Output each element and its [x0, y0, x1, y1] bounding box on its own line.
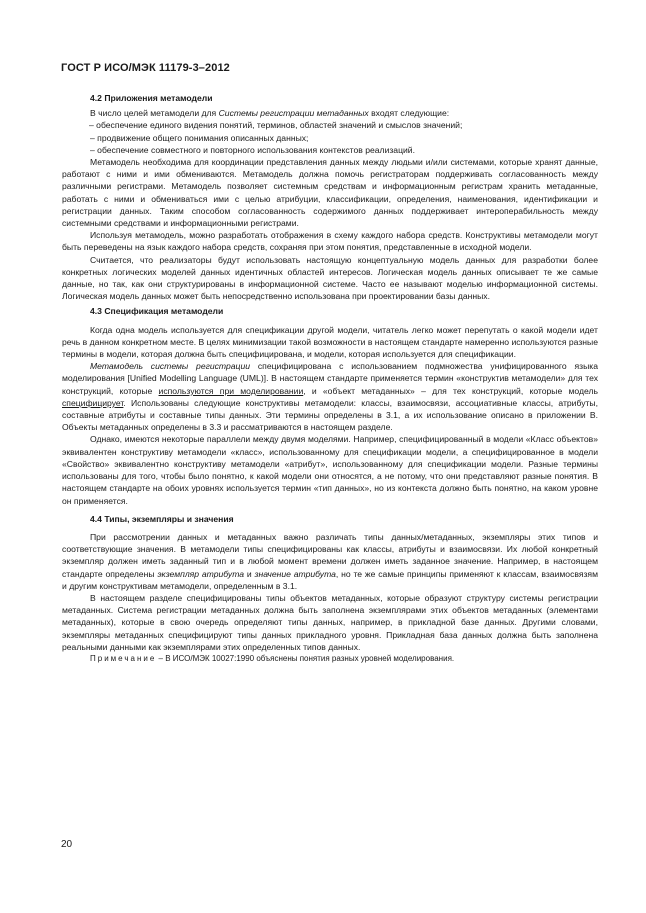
- section-4-2-heading: 4.2 Приложения метамодели: [90, 93, 213, 103]
- list-item: – продвижение общего понимания описанных данных;: [90, 132, 309, 143]
- paragraph: Однако, имеются некоторые параллели между двумя моделями. Например, специфицированный в модели «Класс объектов» эквивалентен конструктиву метамодели «класс», использованному для спецификации модели, а специфицированное в модели «Свойство» эквивалентно конструктиву метамодели «атрибут», использованному для спецификации модели. Разные термины использованы для того, чтобы было понятно, к какой модели они относятся, а не потому, что они представляют разные понятия. В настоящем стандарте на обоих уровнях используется термин «тип данных», но из контекста должно быть понятно, на каком уровне он применяется.: [62, 434, 598, 506]
- section-4-4-heading: 4.4 Типы, экземпляры и значения: [90, 513, 234, 524]
- text-run: . Использованы следующие конструктивы метамодели: классы, взаимосвязи, ассоциативные классы, атрибуты, составные атрибуты и составные типы данных. Эти термины определены в 3.1, а их использование описано в приложении В. Объекты метаданных определены в 3.3 и рассматриваются в настоящем разделе.: [62, 397, 598, 433]
- italic-term: экземпляр атрибута: [157, 568, 245, 579]
- paragraph: Когда одна модель используется для спецификации другой модели, читатель легко может перепутать о какой модели идет речь в данном конкретном месте. В целях минимизации такой возможности в настоящем стандарте намеренно используются разные термины в модели, которая должна быть специфицирована, и модели, которая используется для спецификации.: [62, 324, 598, 360]
- note-text: – В ИСО/МЭК 10027:1990 объяснены понятия разных уровней моделирования.: [156, 653, 455, 663]
- paragraph: [62, 531, 598, 592]
- paragraph: Метамодель необходима для координации представления данных между людьми и/или системами, которые хранят данные, работают с ними и ими обмениваются. Метамодель должна помочь регистраторам поддерживать согласованность между различными регистрами. Метамодель позволяет системным средствам и информационным регистрам хранить метаданные, работать с ними и обмениваться ими с целью атрибуции, классификации, определения, наименования, идентификации и регистрации данных. Таким способом согласованность содержимого данных поддерживает интероперабильность между системными средствами и информационными регистрами.: [62, 157, 598, 229]
- text-run: При рассмотрении данных и метаданных важно различать типы данных/метаданных, экземпляры этих типов и соответствующие значения. В метамодели типы специфицированы как классы, атрибуты и взаимосвязи. Их любой конкретный экземпляр должен иметь заданный тип и в любой момент времени должен иметь заданное значение. Например, в настоящем стандарте определены: [62, 531, 598, 579]
- italic-term: Системы регистрации метаданных: [218, 108, 369, 119]
- underlined-term: используются при моделировании: [158, 385, 304, 396]
- italic-term: значение атрибута: [254, 568, 336, 579]
- paragraph: [90, 107, 598, 119]
- list-item: – обеспечение единого видения понятий, терминов, областей значений и смыслов значений;: [89, 120, 463, 131]
- note-label: Примечание: [90, 653, 157, 663]
- paragraph: Считается, что реализаторы будут использовать настоящую концептуальную модель данных для разработки более конкретных логических моделей данных идентичных областей интересов. Логическая модель данных описывает те же самые данные, но так, как они структурированы в информационной системе. Часто ее называют моделью информационной системы. Логическая модель данных может быть непосредственно использована при проектировании базы данных.: [62, 254, 598, 302]
- text-run: входят следующие:: [368, 108, 450, 119]
- paragraph: [62, 360, 598, 433]
- underlined-term: специфицирует: [62, 397, 124, 408]
- paragraph: Используя метамодель, можно разработать отображения в схему каждого набора средств. Конструктивы метамодели могут быть переведены на язык каждого набора средств, сохраняя при этом понятия, представленные в исходной модели.: [62, 230, 598, 253]
- document-header: ГОСТ Р ИСО/МЭК 11179-3–2012: [61, 62, 230, 74]
- text-run: , но те же самые принципы применяют к классам, взаимосвязям и другим конструктивам метамодели, определенным в 3.1.: [62, 568, 598, 591]
- list-item: – обеспечение совместного и повторного использования контекстов реализаций.: [90, 144, 416, 155]
- paragraph: В настоящем разделе специфицированы типы объектов метаданных, которые образуют структуру системы регистрации метаданных. Система регистрации метаданных должна быть заполнена экземплярами этих объектов метаданных (элементами метаданных), которые в свою очередь определяют типы данных, например, в прикладной базе данных. Другими словами, экземпляры метаданных специфицируют типы данных прикладного уровня. Прикладная база данных должна быть заполнена реальными данными как экземплярами этих определенных типов данных.: [62, 592, 598, 652]
- page-number: 20: [61, 839, 73, 850]
- text-run: , и «объект метаданных» – для тех конструкций, которые модель: [303, 385, 598, 396]
- italic-term: Метамодель системы регистрации: [90, 361, 251, 372]
- text-run: В число целей метамодели для: [90, 108, 219, 119]
- text-run: специфицирована с использованием подмножества унифицированного языка моделирования [Unified Modelling Language (UML)]. В настоящем стандарте применяется термин «конструктив метамодели» для тех конструкций, которые: [62, 361, 598, 396]
- page-body: [62, 92, 598, 665]
- section-4-3-heading: 4.3 Спецификация метамодели: [90, 306, 224, 317]
- text-run: и: [244, 568, 255, 579]
- note: [90, 653, 598, 665]
